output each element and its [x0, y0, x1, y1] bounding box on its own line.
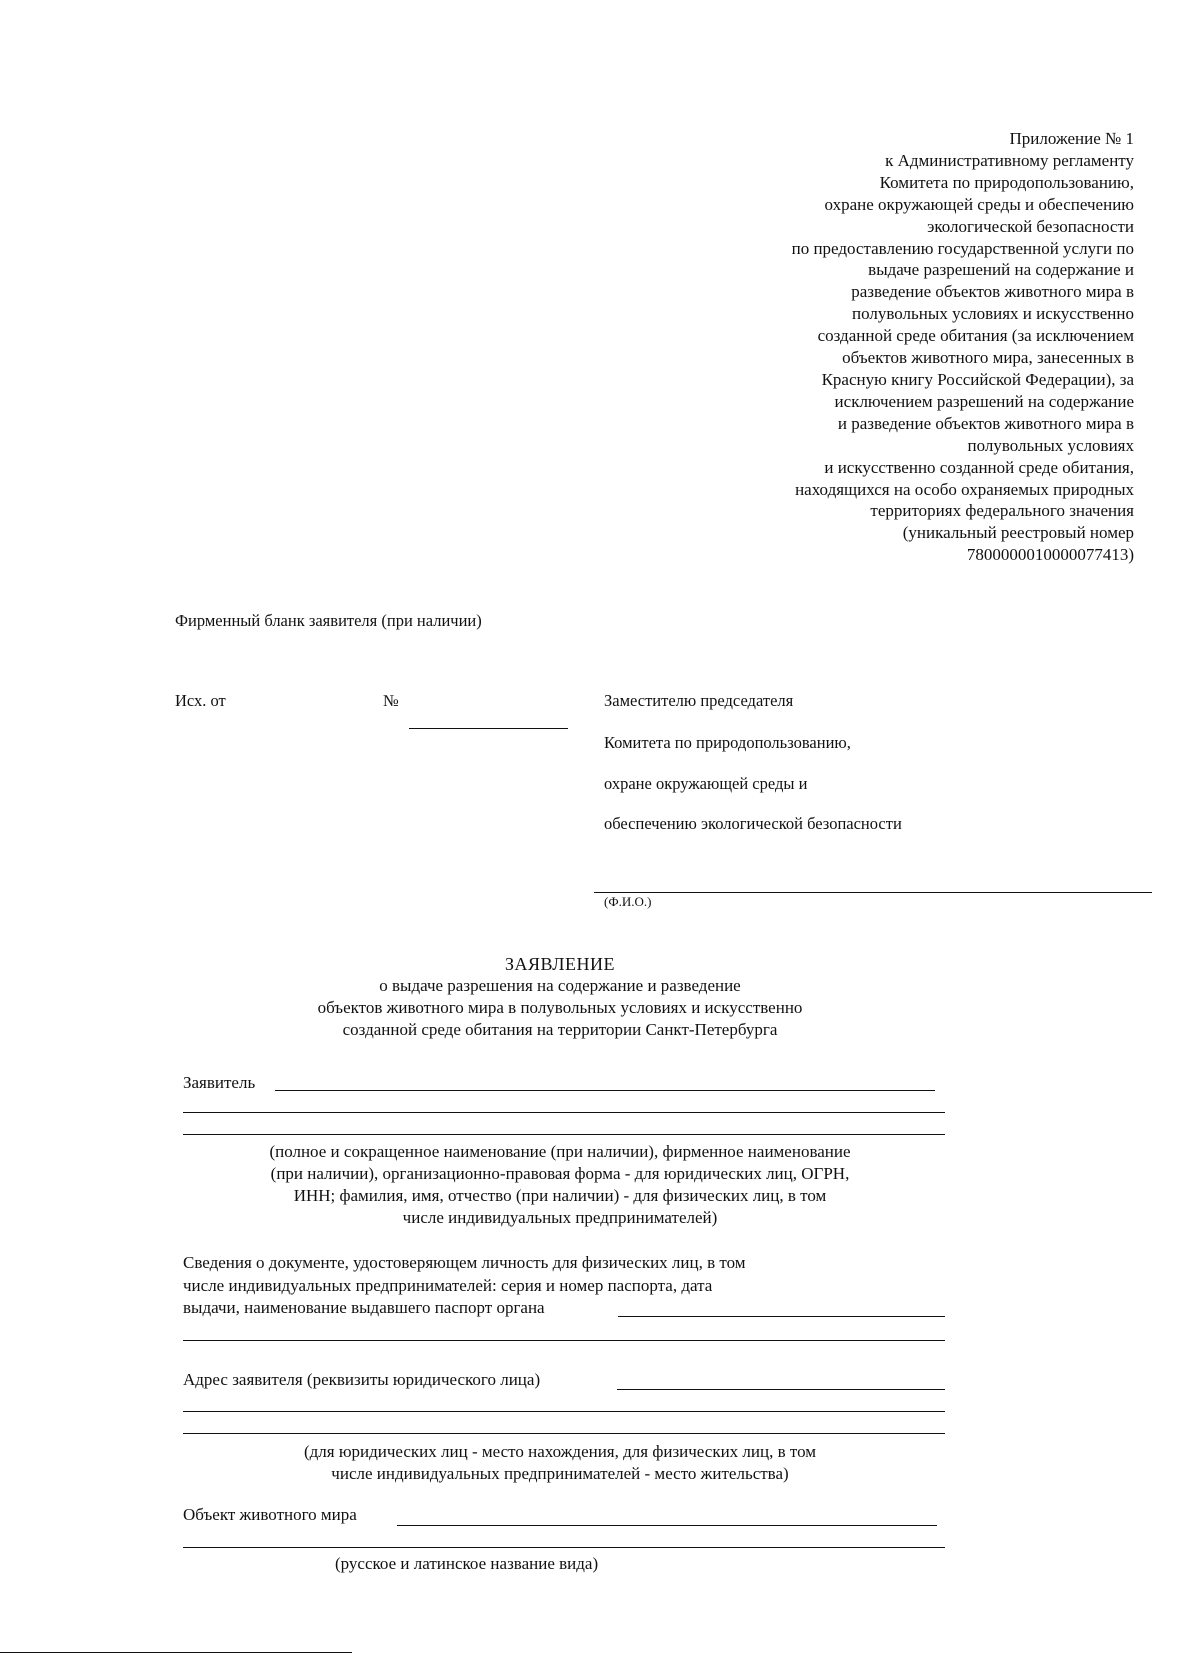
applicant-field-line-3[interactable]: [183, 1134, 945, 1135]
appendix-line: созданной среде обитания (за исключением: [817, 326, 1134, 346]
identity-line: Сведения о документе, удостоверяющем личность для физических лиц, в том: [183, 1253, 746, 1272]
outgoing-number-label: №: [383, 691, 399, 710]
fio-caption: (Ф.И.О.): [604, 894, 652, 909]
wildlife-object-field[interactable]: [397, 1525, 937, 1526]
wildlife-object-label: Объект животного мира: [183, 1505, 357, 1524]
appendix-line: Приложение № 1: [1009, 129, 1134, 148]
appendix-header: [614, 128, 1134, 566]
statement-heading: ЗАЯВЛЕНИЕ: [504, 954, 616, 974]
identity-document-field[interactable]: [618, 1316, 945, 1317]
appendix-line: к Административному регламенту: [885, 150, 1134, 170]
appendix-line: выдаче разрешений на содержание и: [868, 260, 1134, 280]
address-note-line: числе индивидуальных предпринимателей - место жительства): [331, 1464, 789, 1483]
outgoing-number-field[interactable]: [409, 728, 568, 729]
appendix-line: (уникальный реестровый номер: [902, 523, 1134, 543]
appendix-line: находящихся на особо охраняемых природных: [795, 479, 1134, 499]
appendix-line: охране окружающей среды и обеспечению: [824, 194, 1134, 214]
address-label: Адрес заявителя (реквизиты юридического лица): [183, 1370, 541, 1389]
recipient-line: Заместителю председателя: [604, 691, 794, 710]
appendix-line: 7800000010000077413): [966, 545, 1134, 565]
appendix-line: по предоставлению государственной услуги по: [791, 238, 1134, 258]
appendix-line: и искусственно созданной среде обитания,: [824, 457, 1134, 477]
identity-document-label: [183, 1252, 746, 1320]
applicant-note-line: числе индивидуальных предпринимателей): [402, 1208, 718, 1227]
applicant-note: [175, 1141, 945, 1229]
letterhead-label: Фирменный бланк заявителя (при наличии): [175, 611, 482, 630]
applicant-label: Заявитель: [183, 1073, 256, 1092]
applicant-note-line: (при наличии), организационно-правовая форма - для юридических лиц, ОГРН,: [270, 1164, 850, 1183]
appendix-line: и разведение объектов животного мира в: [837, 413, 1134, 433]
address-field[interactable]: [617, 1389, 945, 1390]
appendix-line: Красную книгу Российской Федерации), за: [821, 369, 1134, 389]
applicant-field[interactable]: [275, 1090, 935, 1091]
statement-title: [175, 953, 945, 1041]
statement-subtitle-line: о выдаче разрешения на содержание и разведение: [379, 976, 741, 995]
appendix-line: полувольных условиях: [967, 435, 1134, 455]
recipient-line: охране окружающей среды и: [604, 774, 808, 793]
address-field-line-2[interactable]: [183, 1411, 945, 1412]
appendix-line: разведение объектов животного мира в: [851, 282, 1134, 302]
address-note: [175, 1441, 945, 1485]
wildlife-object-field-line-2[interactable]: [183, 1547, 945, 1548]
recipient-line: Комитета по природопользованию,: [604, 733, 851, 752]
appendix-line: экологической безопасности: [927, 216, 1134, 236]
appendix-line: территориях федерального значения: [870, 501, 1134, 521]
identity-line: числе индивидуальных предпринимателей: серия и номер паспорта, дата: [183, 1275, 713, 1295]
wildlife-object-note: (русское и латинское название вида): [335, 1554, 599, 1573]
applicant-field-line-2[interactable]: [183, 1112, 945, 1113]
statement-subtitle-line: созданной среде обитания на территории Санкт-Петербурга: [342, 1020, 778, 1039]
appendix-line: исключением разрешений на содержание: [834, 391, 1134, 411]
recipient-line: обеспечению экологической безопасности: [604, 814, 902, 833]
statement-subtitle-line: объектов животного мира в полувольных условиях и искусственно: [317, 998, 803, 1017]
outgoing-ref-label: Исх. от: [175, 691, 226, 710]
address-field-line-3[interactable]: [183, 1433, 945, 1434]
appendix-line: полувольных условиях и искусственно: [852, 304, 1134, 324]
identity-line: выдачи, наименование выдавшего паспорт органа: [183, 1298, 545, 1317]
appendix-line: Комитета по природопользованию,: [879, 172, 1134, 192]
applicant-note-line: ИНН; фамилия, имя, отчество (при наличии) - для физических лиц, в том: [293, 1186, 827, 1205]
recipient-fio-field[interactable]: [594, 892, 1152, 893]
identity-document-field-line-2[interactable]: [183, 1340, 945, 1341]
applicant-note-line: (полное и сокращенное наименование (при наличии), фирменное наименование: [269, 1142, 851, 1161]
address-note-line: (для юридических лиц - место нахождения, для физических лиц, в том: [303, 1442, 817, 1461]
footnote-separator: [0, 1652, 352, 1653]
appendix-line: объектов животного мира, занесенных в: [842, 348, 1134, 368]
